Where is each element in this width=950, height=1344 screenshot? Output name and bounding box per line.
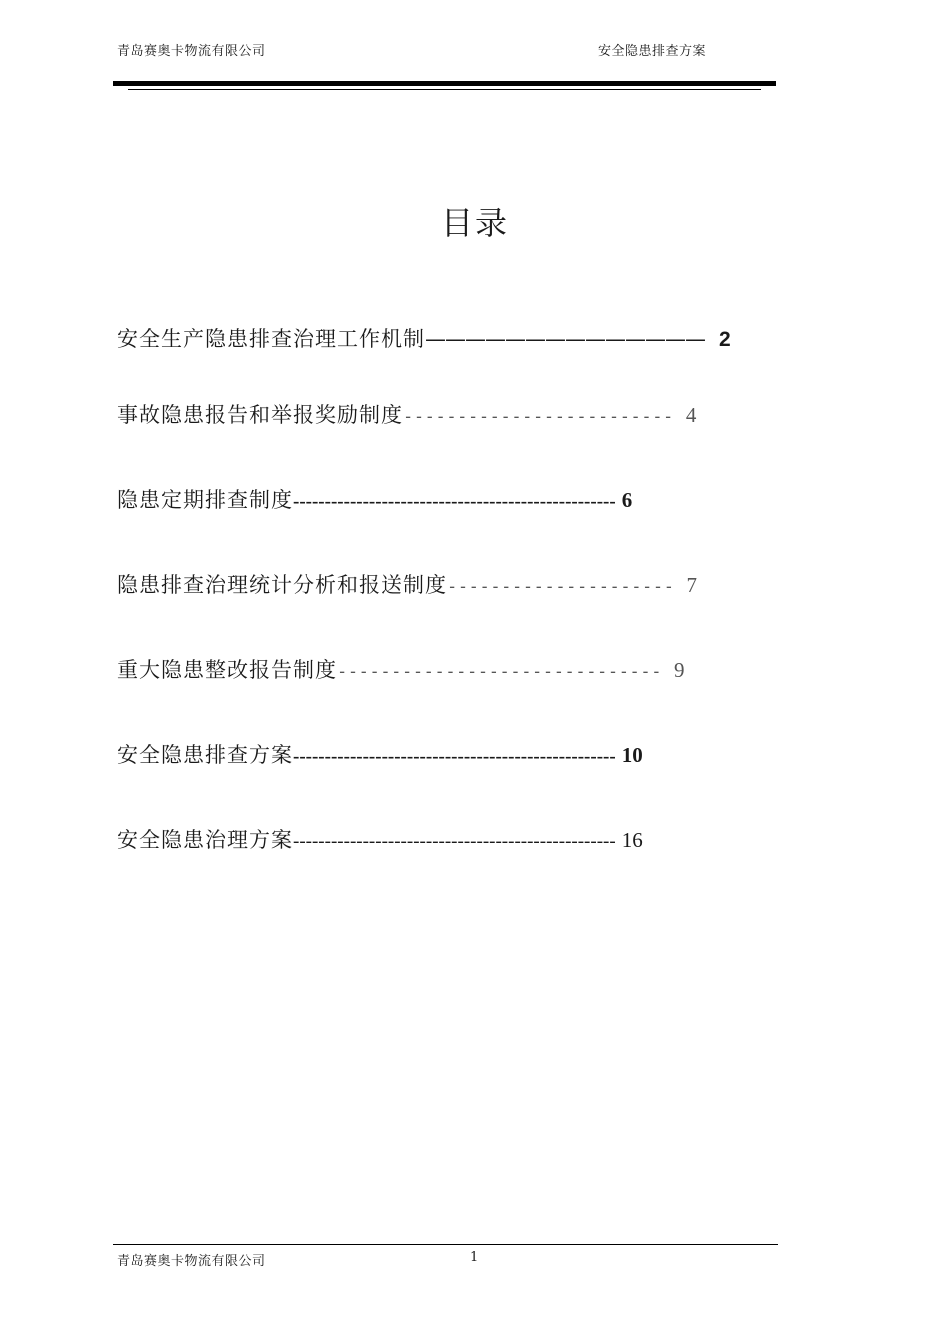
footer-rule [113, 1244, 778, 1245]
toc-entry-page: 9 [674, 658, 685, 682]
toc-entry-page: 2 [719, 328, 731, 351]
toc-entry-page: 6 [621, 488, 633, 512]
toc-entry-label: 安全生产隐患排查治理工作机制 [117, 327, 425, 351]
footer-page-number: 1 [470, 1250, 479, 1265]
toc-entry [117, 570, 697, 602]
toc-entry [117, 324, 731, 355]
toc-entry-leader: --------------------- [447, 577, 675, 597]
header-thick-rule [113, 81, 776, 86]
toc-entry-page: 7 [686, 573, 698, 597]
toc-entry-page: 4 [685, 403, 697, 427]
footer-company-name: 青岛赛奥卡物流有限公司 [117, 1254, 266, 1269]
toc-entry [117, 485, 632, 517]
toc-entry-label: 隐患排查治理统计分析和报送制度 [117, 573, 447, 597]
toc-entry [117, 825, 643, 857]
header-document-title: 安全隐患排查方案 [598, 44, 707, 59]
toc-title: 目录 [440, 204, 509, 242]
toc-entry-label: 重大隐患整改报告制度 [117, 658, 337, 682]
toc-entry-leader: --------------------------------------------------- [293, 491, 616, 512]
toc-entry [117, 740, 643, 772]
header-thin-rule [128, 89, 761, 90]
toc-entry-label: 事故隐患报告和举报奖励制度 [117, 403, 403, 427]
toc-entry-leader: —————————————— [425, 327, 705, 351]
toc-entry-page: 10 [621, 743, 643, 767]
toc-entry-leader: --------------------------------------------------- [293, 746, 616, 767]
toc-entry-leader: --------------------------------------------------- [293, 831, 616, 852]
toc-entry-leader: ------------------------- [403, 407, 674, 427]
toc-entry [117, 655, 685, 687]
toc-entry-label: 安全隐患治理方案 [117, 828, 293, 852]
header-company-name: 青岛赛奥卡物流有限公司 [117, 44, 266, 59]
toc-entry-label: 隐患定期排查制度 [117, 488, 293, 512]
toc-entry [117, 400, 696, 432]
toc-entry-leader: ------------------------------ [337, 662, 663, 682]
toc-entry-page: 16 [621, 828, 643, 852]
toc-entry-label: 安全隐患排查方案 [117, 743, 293, 767]
